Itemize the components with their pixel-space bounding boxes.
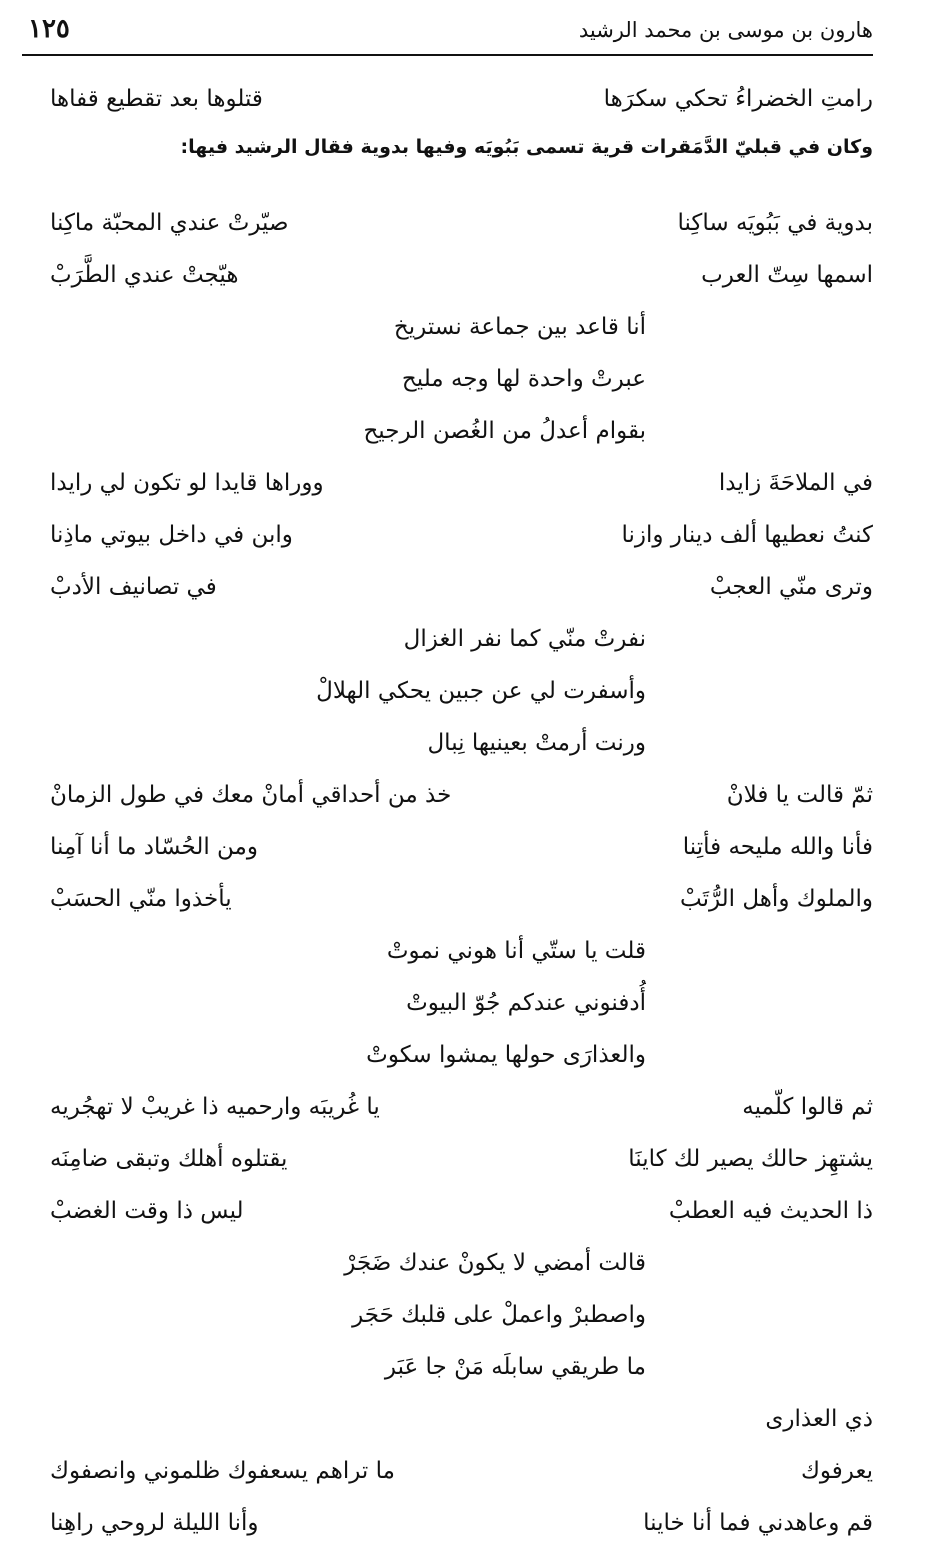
refrain-text: أنا قاعد بين جماعة نستريخ: [393, 314, 646, 340]
first-hemistich: رامتِ الخضراءُ تحكي سكرَها: [603, 86, 873, 112]
refrain-line: [50, 1290, 873, 1342]
first-hemistich: يعرفوك: [800, 1458, 873, 1484]
second-hemistich: وابن في داخل بيوتي ماذِنا: [50, 522, 293, 548]
first-hemistich: وترى منّي العجبْ: [709, 574, 873, 600]
couplet-line: [50, 562, 873, 614]
first-hemistich: بدوية في بَبُويَه ساكِنا: [677, 210, 873, 236]
second-hemistich: ليس ذا وقت الغضبْ: [50, 1198, 244, 1224]
second-hemistich: ومن الحُسّاد ما أنا آمِنا: [50, 834, 258, 860]
couplet-line: [50, 458, 873, 510]
first-hemistich: ثمّ قالت يا فلانْ: [726, 782, 873, 808]
second-hemistich: في تصانيف الأدبْ: [50, 574, 217, 600]
refrain-line: [50, 978, 873, 1030]
first-hemistich: ثم قالوا كلّميه: [742, 1094, 873, 1120]
refrain-text: عبرتْ واحدة لها وجه مليح: [401, 366, 646, 392]
prose-line: [50, 126, 873, 198]
refrain-text: ما طريقي سابلَه مَنْ جا عَبَر: [384, 1354, 646, 1380]
refrain-line: [50, 718, 873, 770]
refrain-text: نفرتْ منّي كما نفر الغزال: [403, 626, 646, 652]
second-hemistich: هيّجتْ عندي الطَّرَبْ: [50, 262, 239, 288]
refrain-line: [50, 926, 873, 978]
couplet-line: [50, 510, 873, 562]
second-hemistich: يا غُريبَه وارحميه ذا غريبْ لا تهجُريه: [50, 1094, 380, 1120]
refrain-line: [50, 1030, 873, 1082]
couplet-line: [50, 1446, 873, 1498]
page-number: ١٢٥: [28, 14, 70, 44]
couplet-line: [50, 1082, 873, 1134]
first-hemistich: والملوك وأهل الرُّتَبْ: [680, 886, 873, 912]
refrain-text: قالت أمضي لا يكونْ عندك ضَجَرْ: [344, 1250, 646, 1276]
second-hemistich: ما تراهم يسعفوك ظلموني وانصفوك: [50, 1458, 395, 1484]
second-hemistich: خذ من أحداقي أمانْ معك في طول الزمانْ: [50, 782, 452, 808]
first-hemistich: اسمها سِتّ العرب: [701, 262, 873, 288]
running-title: هارون بن موسى بن محمد الرشيد: [578, 18, 873, 42]
refrain-line: [50, 354, 873, 406]
second-hemistich: ووراها قايدا لو تكون لي رايدا: [50, 470, 324, 496]
refrain-text: بقوام أعدلُ من الغُصن الرجيح: [363, 418, 646, 444]
first-hemistich: ذا الحديث فيه العطبْ: [668, 1198, 873, 1224]
second-hemistich: يقتلوه أهلك وتبقى ضامِنَه: [50, 1146, 288, 1172]
page-header: [22, 10, 873, 56]
couplet-line: [50, 74, 873, 126]
first-hemistich: قم وعاهدني فما أنا خاينا: [643, 1510, 873, 1536]
poem-body: [50, 74, 873, 1550]
refrain-line: [50, 666, 873, 718]
first-hemistich: يشتهِز حالك يصير لك كاينَا: [628, 1146, 873, 1172]
single-line: [50, 1394, 873, 1446]
couplet-line: [50, 822, 873, 874]
second-hemistich: صيّرتْ عندي المحبّة ماكِنا: [50, 210, 289, 236]
refrain-text: قلت يا ستّي أنا هوني نموتْ: [386, 938, 646, 964]
couplet-line: [50, 198, 873, 250]
couplet-line: [50, 770, 873, 822]
couplet-line: [50, 250, 873, 302]
refrain-line: [50, 614, 873, 666]
second-hemistich: يأخذوا منّي الحسَبْ: [50, 886, 232, 912]
refrain-text: واصطبرْ واعملْ على قلبك حَجَر: [352, 1302, 646, 1328]
refrain-line: [50, 1342, 873, 1394]
refrain-line: [50, 1238, 873, 1290]
refrain-text: أُدفنوني عندكم جُوّ البيوتْ: [406, 990, 646, 1016]
refrain-line: [50, 406, 873, 458]
couplet-line: [50, 1134, 873, 1186]
prose-text: وكان في قبليّ الدَّمَقرات قرية تسمى بَبُويَه وفيها بدوية فقال الرشيد فيها:: [180, 136, 873, 158]
refrain-text: وأسفرت لي عن جبين يحكي الهلالْ: [316, 678, 646, 704]
second-hemistich: قتلوها بعد تقطيع قفاها: [50, 86, 263, 112]
second-hemistich: وأنا الليلة لروحي راهِنا: [50, 1510, 259, 1536]
refrain-line: [50, 302, 873, 354]
couplet-line: [50, 874, 873, 926]
first-hemistich: كنتُ نعطيها ألف دينار وازنا: [621, 522, 873, 548]
refrain-text: ورنت أرمتْ بعينيها نِبال: [427, 730, 646, 756]
first-hemistich: فأنا والله مليحه فأتِنا: [682, 834, 873, 860]
couplet-line: [50, 1498, 873, 1550]
couplet-line: [50, 1186, 873, 1238]
refrain-text: والعذارَى حولها يمشوا سكوتْ: [366, 1042, 646, 1068]
single-text: ذي العذارى: [765, 1406, 873, 1432]
first-hemistich: في الملاحَةَ زايدا: [718, 470, 873, 496]
